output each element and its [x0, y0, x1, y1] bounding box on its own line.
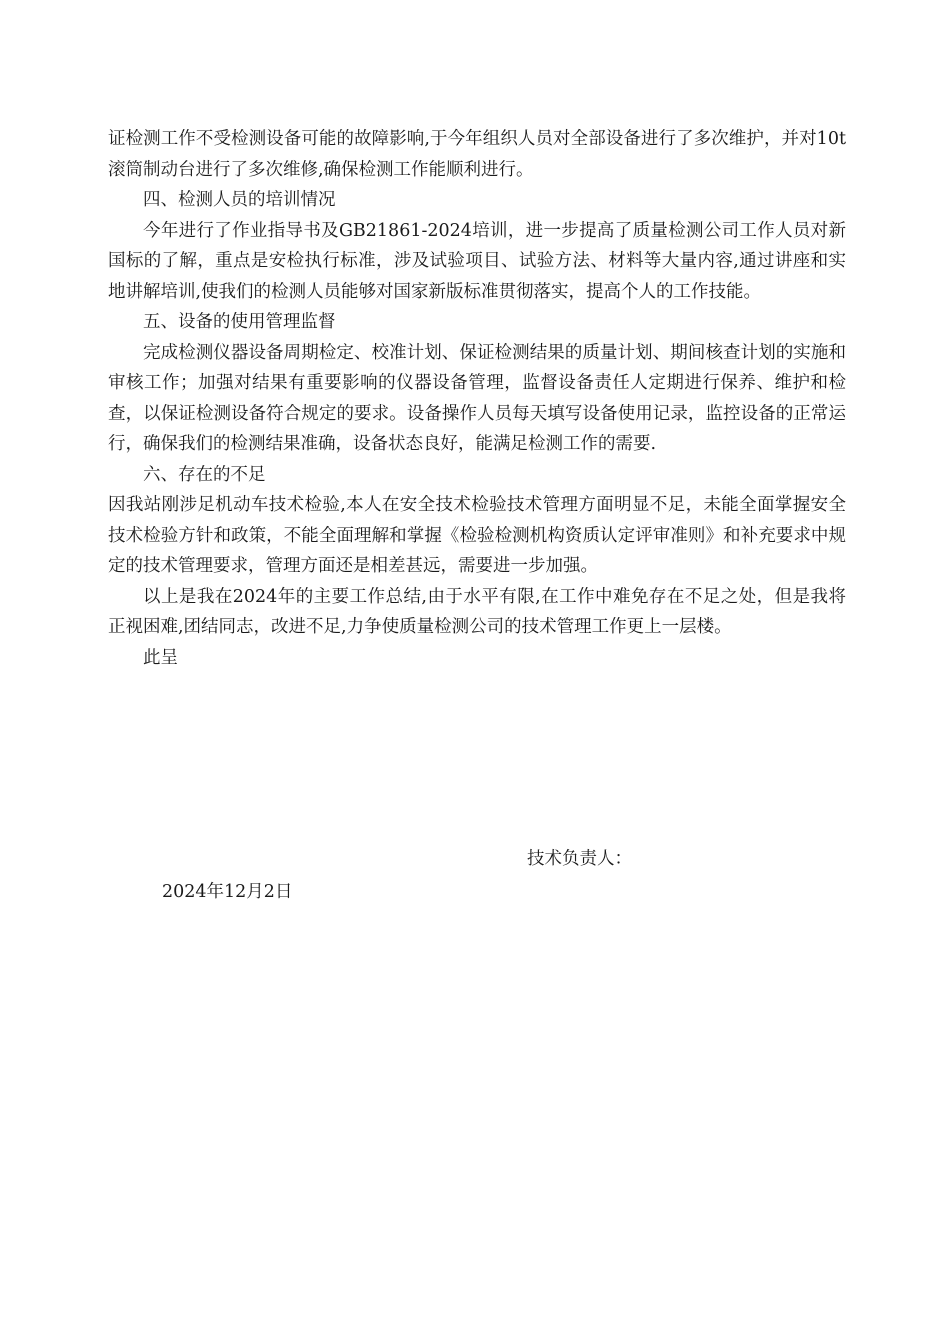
- document-body: [108, 124, 846, 673]
- paragraph-maintenance: 证检测工作不受检测设备可能的故障影响,于今年组织人员对全部设备进行了多次维护，并对10t滚筒制动台进行了多次维修,确保检测工作能顺利进行。: [108, 129, 846, 180]
- heading-shortcomings: 六、存在的不足: [143, 464, 266, 485]
- paragraph-summary: 以上是我在2024年的主要工作总结,由于水平有限,在工作中难免存在不足之处，但是我将正视困难,团结同志，改进不足,力争使质量检测公司的技术管理工作更上一层楼。: [108, 586, 846, 637]
- paragraph-training: 今年进行了作业指导书及GB21861-2024培训，进一步提高了质量检测公司工作人员对新国标的了解，重点是安检执行标准，涉及试验项目、试验方法、材料等大量内容,通过讲座和实地讲解培训,使我们的检测人员能够对国家新版标准贯彻落实，提高个人的工作技能。: [108, 220, 846, 302]
- paragraph-equipment-management: 完成检测仪器设备周期检定、校准计划、保证检测结果的质量计划、期间核查计划的实施和审核工作；加强对结果有重要影响的仪器设备管理，监督设备责任人定期进行保养、维护和检查，以保证检测设备符合规定的要求。设备操作人员每天填写设备使用记录，监控设备的正常运行，确保我们的检测结果准确，设备状态良好，能满足检测工作的需要.: [108, 342, 846, 454]
- paragraph-closing: 此呈: [143, 647, 178, 668]
- heading-equipment-management: 五、设备的使用管理监督: [143, 312, 336, 332]
- signature-label: 技术负责人：: [527, 849, 632, 869]
- paragraph-shortcomings: 因我站刚涉足机动车技术检验,本人在安全技术检验技术管理方面明显不足，未能全面掌握安全技术检验方针和政策，不能全面理解和掌握《检验检测机构资质认定评审准则》和补充要求中规定的技术管理要求，管理方面还是相差甚远，需要进一步加强。: [108, 495, 846, 576]
- heading-training: 四、检测人员的培训情况: [143, 190, 336, 210]
- document-date: 2024年12月2日: [162, 882, 293, 902]
